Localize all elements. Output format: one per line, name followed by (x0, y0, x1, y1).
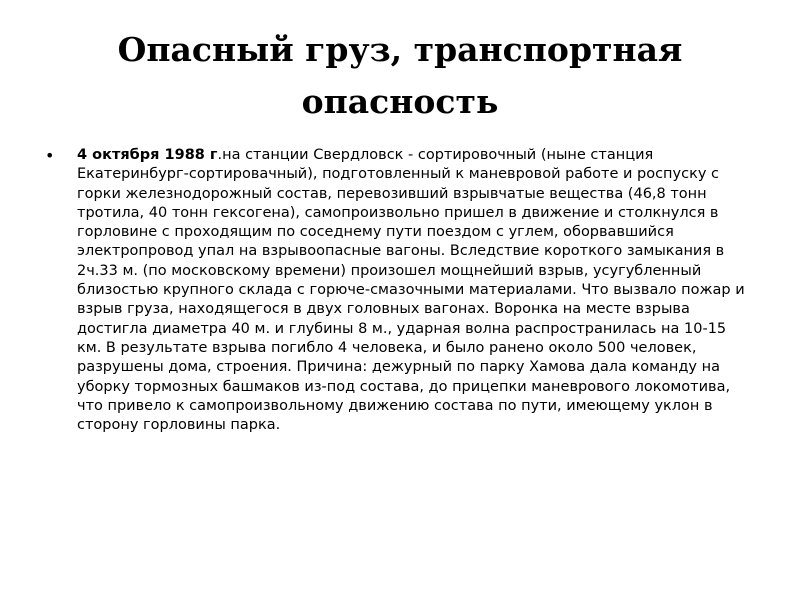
slide-body (45, 146, 745, 435)
event-description: .на станции Свердловск - сортировочный (ныне станция Екатеринбург-сортировачный), подготовленный к маневровой работе и роспуску с горки железнодорожный состав, перевозивший взрывчатые вещества (46,8 тонн тротила, 40 тонн гексогена), самопроизвольно пришел в движение и столкнулся в горловине с проходящим по соседнему пути поездом с углем, оборвавшийся электропровод упал на взрывоопасные вагоны. Вследствие короткого замыкания в 2ч.33 м. (по московскому времени) произошел мощнейший взрыв, усугубленный близостью крупного склада с горюче-смазочными материалами. Что вызвало пожар и взрыв груза, находящегося в двух головных вагонах. Воронка на месте взрыва достигла диаметра 40 м. и глубины 8 м., ударная волна распространилась на 10-15 км. В результате взрыва погибло 4 человека, и было ранено около 500 человек, разрушены дома, строения. Причина: дежурный по парку Хамова дала команду на уборку тормозных башмаков из-под состава, до прицепки маневрового локомотива, что привело к самопроизвольному движению состава по пути, имеющему уклон в сторону горловины парка. (77, 147, 745, 434)
event-date: 4 октября 1988 г (77, 147, 218, 163)
bullet-dot-icon: • (45, 146, 55, 165)
slide-title (60, 24, 740, 128)
bullet-paragraph (45, 146, 745, 435)
slide-title-line-1: Опасный груз, транспортная (117, 30, 683, 69)
slide-title-line-2: опасность (301, 82, 499, 121)
